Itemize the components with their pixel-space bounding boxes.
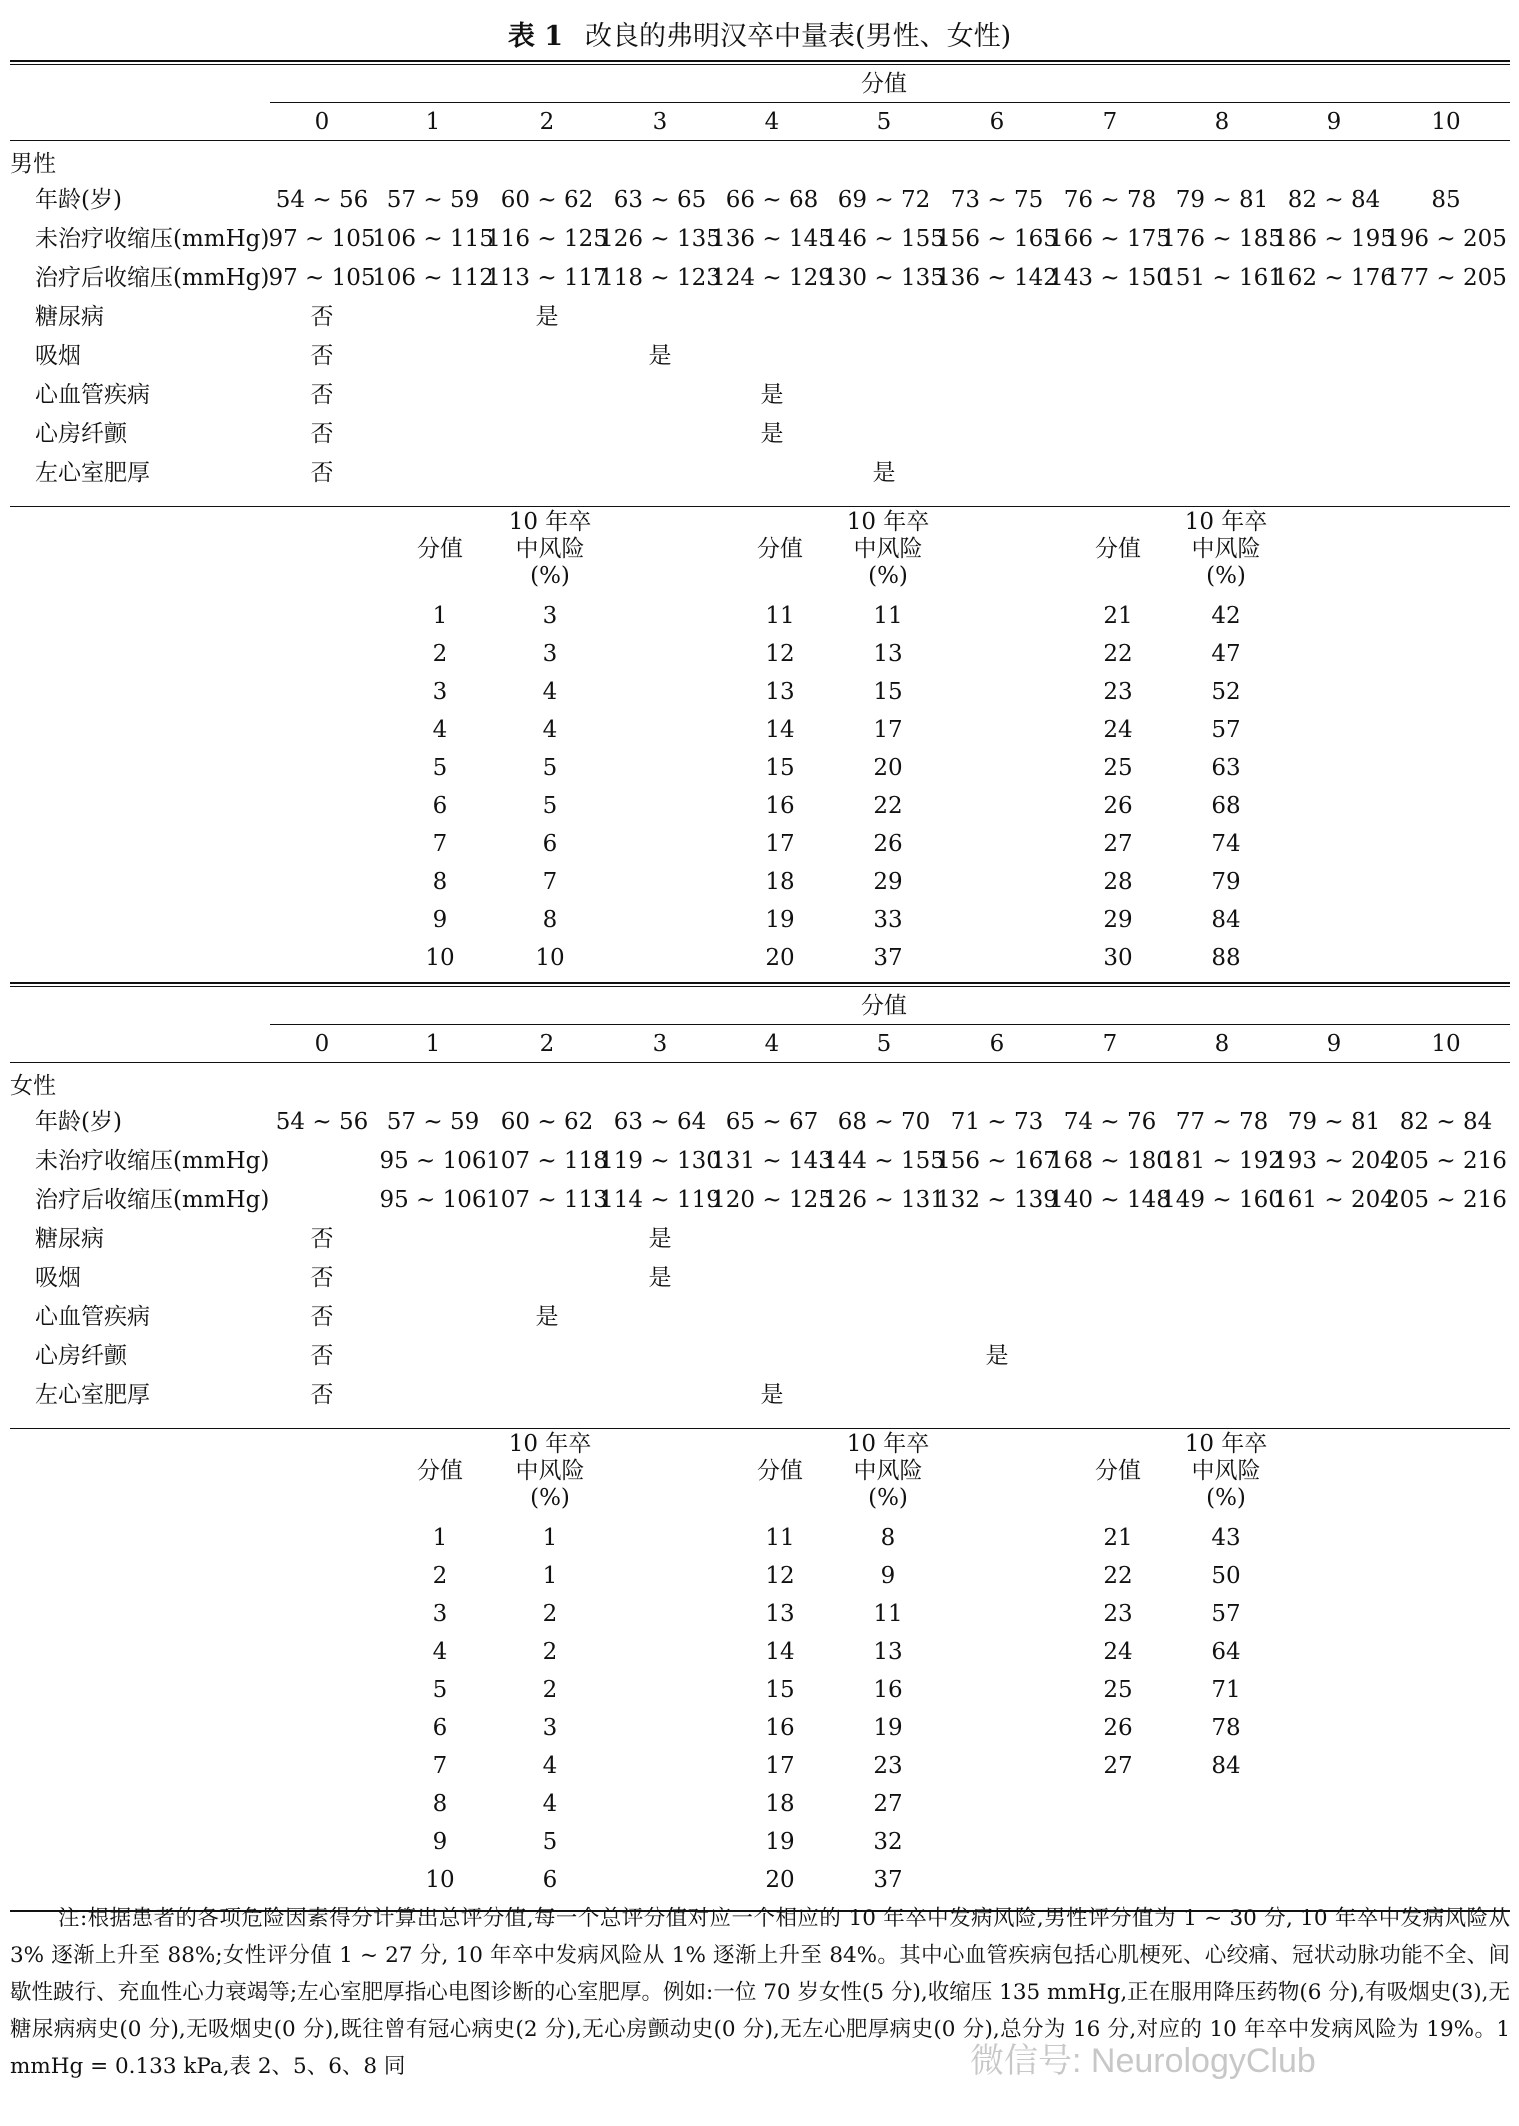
male-row-value: 73 ~ 75 bbox=[950, 187, 1044, 213]
female-risk-value: 57 bbox=[1211, 1601, 1241, 1627]
female-risk-value: 11 bbox=[873, 1601, 903, 1627]
watermark: 微信号: NeurologyClub bbox=[970, 2042, 1316, 2080]
male-risk-score: 1 bbox=[432, 603, 448, 629]
female-risk-pct-header: 中风险 bbox=[1191, 1458, 1261, 1484]
male-risk-score: 14 bbox=[765, 717, 795, 743]
male-risk-value: 57 bbox=[1211, 717, 1241, 743]
male-row-value: 60 ~ 62 bbox=[500, 187, 594, 213]
female-row-value: 144 ~ 155 bbox=[823, 1148, 945, 1174]
male-risk-score: 23 bbox=[1103, 679, 1133, 705]
female-risk-score-header: 分值 bbox=[757, 1458, 803, 1484]
male-risk-value: 5 bbox=[542, 793, 558, 819]
female-row-label: 吸烟 bbox=[35, 1265, 81, 1291]
female-risk-pct-header: 10 年卒 bbox=[1184, 1431, 1268, 1457]
female-risk-score-header: 分值 bbox=[417, 1458, 463, 1484]
female-risk-pct-header: 10 年卒 bbox=[846, 1431, 930, 1457]
female-row-value: 68 ~ 70 bbox=[837, 1109, 931, 1135]
female-row-label: 未治疗收缩压(mmHg) bbox=[35, 1148, 270, 1174]
female-row-value: 是 bbox=[760, 1382, 784, 1408]
male-row-value: 是 bbox=[760, 382, 784, 408]
male-row-value: 146 ~ 155 bbox=[823, 226, 945, 252]
female-risk-score: 22 bbox=[1103, 1563, 1133, 1589]
male-risk-value: 20 bbox=[873, 755, 903, 781]
male-row-value: 63 ~ 65 bbox=[613, 187, 707, 213]
female-row-value: 57 ~ 59 bbox=[386, 1109, 480, 1135]
male-risk-value: 68 bbox=[1211, 793, 1241, 819]
female-risk-pct-header: 10 年卒 bbox=[508, 1431, 592, 1457]
male-risk-value: 4 bbox=[542, 679, 558, 705]
female-row-value: 205 ~ 216 bbox=[1385, 1148, 1507, 1174]
female-risk-score: 26 bbox=[1103, 1715, 1133, 1741]
male-risk-score: 12 bbox=[765, 641, 795, 667]
male-risk-score: 24 bbox=[1103, 717, 1133, 743]
female-risk-score: 3 bbox=[432, 1601, 448, 1627]
female-risk-score: 17 bbox=[765, 1753, 795, 1779]
male-row-label: 心血管疾病 bbox=[35, 382, 150, 408]
male-risk-value: 29 bbox=[873, 869, 903, 895]
female-risk-value: 6 bbox=[542, 1867, 558, 1893]
male-risk-value: 11 bbox=[873, 603, 903, 629]
male-risk-score: 5 bbox=[432, 755, 448, 781]
male-risk-score: 30 bbox=[1103, 945, 1133, 971]
female-score-col: 5 bbox=[876, 1031, 892, 1057]
male-risk-score-header: 分值 bbox=[417, 536, 463, 562]
female-score-col: 7 bbox=[1102, 1031, 1118, 1057]
female-risk-score: 6 bbox=[432, 1715, 448, 1741]
female-score-header: 分值 bbox=[861, 993, 907, 1019]
female-risk-value: 16 bbox=[873, 1677, 903, 1703]
male-row-label: 治疗后收缩压(mmHg) bbox=[35, 265, 270, 291]
male-risk-value: 26 bbox=[873, 831, 903, 857]
female-score-col: 8 bbox=[1214, 1031, 1230, 1057]
male-row-value: 97 ~ 105 bbox=[268, 265, 376, 291]
female-row-value: 132 ~ 139 bbox=[936, 1187, 1058, 1213]
female-risk-rule bbox=[10, 1428, 1510, 1429]
female-risk-score: 24 bbox=[1103, 1639, 1133, 1665]
male-row-label: 糖尿病 bbox=[35, 304, 104, 330]
male-risk-value: 52 bbox=[1211, 679, 1241, 705]
male-row-value: 76 ~ 78 bbox=[1063, 187, 1157, 213]
male-risk-score: 26 bbox=[1103, 793, 1133, 819]
female-row-value: 114 ~ 119 bbox=[599, 1187, 721, 1213]
female-row-value: 否 bbox=[310, 1382, 334, 1408]
table-note: 注:根据患者的各项危险因素得分计算出总评分值,每一个总评分值对应一个相应的 10 年卒中发病风险,男性评分值为 1 ~ 30 分, 10 年卒中发病风险从 3% 逐渐上升至 88%;女性评分值 1 ~ 27 分, 10 年卒中发病风险从 1% 逐渐上升至 84%。其中心血管疾病包括心肌梗死、心绞痛、冠状动脉功能不全、间歇性跛行、充血性心力衰竭等;左心室肥厚指心电图诊断的心室肥厚。例如:一位 70 岁女性(5 分),收缩压 135 mmHg,正在服用降压药物(6 分),有吸烟史(3),无糖尿病病史(0 分),无吸烟史(0 分),既往曾有冠心病史(2 分),无心房颤动史(0 分),无左心肥厚病史(0 分),总分为 16 分,对应的 10 年卒中发病风险为 19%。1 mmHg = 0.133 kPa,表 2、5、6、8 同 bbox=[10, 1906, 1510, 2079]
female-risk-score: 9 bbox=[432, 1829, 448, 1855]
male-risk-score: 28 bbox=[1103, 869, 1133, 895]
male-risk-pct-header: 中风险 bbox=[1191, 536, 1261, 562]
male-row-value: 97 ~ 105 bbox=[268, 226, 376, 252]
female-score-col: 3 bbox=[652, 1031, 668, 1057]
male-row-value: 54 ~ 56 bbox=[275, 187, 369, 213]
female-risk-value: 32 bbox=[873, 1829, 903, 1855]
male-risk-score: 16 bbox=[765, 793, 795, 819]
male-risk-value: 3 bbox=[542, 641, 558, 667]
male-risk-score: 29 bbox=[1103, 907, 1133, 933]
male-risk-score: 4 bbox=[432, 717, 448, 743]
male-row-value: 136 ~ 142 bbox=[936, 265, 1058, 291]
male-row-value: 否 bbox=[310, 304, 334, 330]
male-score-col: 6 bbox=[989, 109, 1005, 135]
female-row-value: 77 ~ 78 bbox=[1175, 1109, 1269, 1135]
male-score-col: 2 bbox=[539, 109, 555, 135]
female-risk-score: 10 bbox=[425, 1867, 455, 1893]
female-row-value: 74 ~ 76 bbox=[1063, 1109, 1157, 1135]
male-row-value: 177 ~ 205 bbox=[1385, 265, 1507, 291]
male-risk-pct-header: (%) bbox=[530, 563, 570, 589]
male-risk-pct-header: (%) bbox=[1206, 563, 1246, 589]
female-row-value: 181 ~ 192 bbox=[1161, 1148, 1283, 1174]
female-row-value: 131 ~ 143 bbox=[711, 1148, 833, 1174]
table-title bbox=[0, 14, 1519, 53]
female-row-value: 107 ~ 118 bbox=[486, 1148, 608, 1174]
male-risk-value: 74 bbox=[1211, 831, 1241, 857]
female-risk-value: 8 bbox=[880, 1525, 896, 1551]
female-risk-value: 2 bbox=[542, 1677, 558, 1703]
male-row-value: 106 ~ 115 bbox=[372, 226, 494, 252]
male-row-value: 118 ~ 123 bbox=[599, 265, 721, 291]
male-risk-value: 84 bbox=[1211, 907, 1241, 933]
male-row-value: 196 ~ 205 bbox=[1385, 226, 1507, 252]
male-risk-score: 10 bbox=[425, 945, 455, 971]
male-risk-pct-header: 10 年卒 bbox=[846, 509, 930, 535]
male-row-value: 143 ~ 150 bbox=[1049, 265, 1171, 291]
male-risk-value: 47 bbox=[1211, 641, 1241, 667]
female-risk-score: 4 bbox=[432, 1639, 448, 1665]
male-risk-score: 3 bbox=[432, 679, 448, 705]
male-risk-value: 8 bbox=[542, 907, 558, 933]
female-risk-value: 2 bbox=[542, 1601, 558, 1627]
male-score-header: 分值 bbox=[861, 71, 907, 97]
male-row-value: 79 ~ 81 bbox=[1175, 187, 1269, 213]
male-risk-value: 10 bbox=[535, 945, 565, 971]
female-score-col: 4 bbox=[764, 1031, 780, 1057]
male-row-value: 否 bbox=[310, 343, 334, 369]
female-row-label: 心房纤颤 bbox=[35, 1343, 127, 1369]
female-risk-score: 11 bbox=[765, 1525, 795, 1551]
male-row-value: 186 ~ 195 bbox=[1273, 226, 1395, 252]
male-risk-score: 6 bbox=[432, 793, 448, 819]
female-risk-value: 27 bbox=[873, 1791, 903, 1817]
female-risk-score: 7 bbox=[432, 1753, 448, 1779]
female-risk-value: 71 bbox=[1211, 1677, 1241, 1703]
female-row-label: 糖尿病 bbox=[35, 1226, 104, 1252]
male-risk-score: 17 bbox=[765, 831, 795, 857]
male-row-value: 176 ~ 185 bbox=[1161, 226, 1283, 252]
female-row-value: 否 bbox=[310, 1265, 334, 1291]
female-row-value: 60 ~ 62 bbox=[500, 1109, 594, 1135]
male-row-value: 166 ~ 175 bbox=[1049, 226, 1171, 252]
female-risk-score: 27 bbox=[1103, 1753, 1133, 1779]
female-risk-value: 23 bbox=[873, 1753, 903, 1779]
female-risk-score: 14 bbox=[765, 1639, 795, 1665]
female-risk-value: 1 bbox=[542, 1563, 558, 1589]
table-number: 表 1 bbox=[507, 21, 564, 52]
female-row-value: 95 ~ 106 bbox=[379, 1148, 487, 1174]
male-row-value: 66 ~ 68 bbox=[725, 187, 819, 213]
female-row-value: 是 bbox=[648, 1265, 672, 1291]
male-row-value: 162 ~ 176 bbox=[1273, 265, 1395, 291]
female-row-value: 126 ~ 131 bbox=[823, 1187, 945, 1213]
female-row-value: 否 bbox=[310, 1226, 334, 1252]
female-risk-value: 43 bbox=[1211, 1525, 1241, 1551]
male-row-value: 136 ~ 145 bbox=[711, 226, 833, 252]
male-row-value: 130 ~ 135 bbox=[823, 265, 945, 291]
female-score-col: 2 bbox=[539, 1031, 555, 1057]
male-row-value: 57 ~ 59 bbox=[386, 187, 480, 213]
female-risk-pct-header: (%) bbox=[1206, 1485, 1246, 1511]
female-row-label: 心血管疾病 bbox=[35, 1304, 150, 1330]
male-risk-score: 7 bbox=[432, 831, 448, 857]
male-risk-score: 22 bbox=[1103, 641, 1133, 667]
female-risk-value: 1 bbox=[542, 1525, 558, 1551]
female-top-rule-inner bbox=[10, 986, 1510, 987]
female-row-label: 治疗后收缩压(mmHg) bbox=[35, 1187, 270, 1213]
male-row-value: 151 ~ 161 bbox=[1161, 265, 1283, 291]
male-row-value: 是 bbox=[535, 304, 559, 330]
female-score-col: 1 bbox=[425, 1031, 441, 1057]
male-risk-pct-header: 中风险 bbox=[515, 536, 585, 562]
male-risk-score: 18 bbox=[765, 869, 795, 895]
male-risk-value: 33 bbox=[873, 907, 903, 933]
female-risk-value: 84 bbox=[1211, 1753, 1241, 1779]
female-row-value: 119 ~ 130 bbox=[599, 1148, 721, 1174]
female-row-value: 107 ~ 113 bbox=[486, 1187, 608, 1213]
female-risk-pct-header: 中风险 bbox=[515, 1458, 585, 1484]
male-risk-score: 9 bbox=[432, 907, 448, 933]
female-row-value: 205 ~ 216 bbox=[1385, 1187, 1507, 1213]
male-row-label: 年龄(岁) bbox=[35, 187, 122, 213]
female-risk-value: 5 bbox=[542, 1829, 558, 1855]
male-risk-score: 25 bbox=[1103, 755, 1133, 781]
male-top-rule bbox=[10, 60, 1510, 62]
female-risk-score: 12 bbox=[765, 1563, 795, 1589]
female-row-label: 年龄(岁) bbox=[35, 1109, 122, 1135]
male-risk-score: 21 bbox=[1103, 603, 1133, 629]
male-row-value: 否 bbox=[310, 421, 334, 447]
male-risk-value: 3 bbox=[542, 603, 558, 629]
female-risk-pct-header: (%) bbox=[868, 1485, 908, 1511]
female-row-value: 95 ~ 106 bbox=[379, 1187, 487, 1213]
female-risk-score: 2 bbox=[432, 1563, 448, 1589]
female-row-label: 左心室肥厚 bbox=[35, 1382, 150, 1408]
female-group-label: 女性 bbox=[10, 1073, 56, 1099]
male-risk-value: 88 bbox=[1211, 945, 1241, 971]
male-row-value: 85 bbox=[1431, 187, 1461, 213]
male-risk-value: 13 bbox=[873, 641, 903, 667]
male-risk-value: 79 bbox=[1211, 869, 1241, 895]
male-row-value: 否 bbox=[310, 460, 334, 486]
male-row-label: 未治疗收缩压(mmHg) bbox=[35, 226, 270, 252]
male-risk-score-header: 分值 bbox=[1095, 536, 1141, 562]
female-risk-value: 19 bbox=[873, 1715, 903, 1741]
male-risk-value: 42 bbox=[1211, 603, 1241, 629]
male-score-col: 4 bbox=[764, 109, 780, 135]
male-risk-score: 20 bbox=[765, 945, 795, 971]
female-row-value: 否 bbox=[310, 1304, 334, 1330]
female-row-value: 168 ~ 180 bbox=[1049, 1148, 1171, 1174]
female-risk-value: 2 bbox=[542, 1639, 558, 1665]
female-row-value: 82 ~ 84 bbox=[1399, 1109, 1493, 1135]
female-risk-value: 3 bbox=[542, 1715, 558, 1741]
male-risk-score: 11 bbox=[765, 603, 795, 629]
male-risk-value: 4 bbox=[542, 717, 558, 743]
male-risk-value: 15 bbox=[873, 679, 903, 705]
male-score-col: 1 bbox=[425, 109, 441, 135]
male-risk-value: 17 bbox=[873, 717, 903, 743]
female-risk-value: 4 bbox=[542, 1791, 558, 1817]
male-row-value: 否 bbox=[310, 382, 334, 408]
male-row-value: 82 ~ 84 bbox=[1287, 187, 1381, 213]
male-score-col: 5 bbox=[876, 109, 892, 135]
male-risk-score-header: 分值 bbox=[757, 536, 803, 562]
female-row-value: 是 bbox=[985, 1343, 1009, 1369]
female-row-value: 63 ~ 64 bbox=[613, 1109, 707, 1135]
female-score-col: 9 bbox=[1326, 1031, 1342, 1057]
male-score-col: 3 bbox=[652, 109, 668, 135]
female-risk-value: 37 bbox=[873, 1867, 903, 1893]
male-top-rule-inner bbox=[10, 64, 1510, 65]
male-row-value: 69 ~ 72 bbox=[837, 187, 931, 213]
male-risk-value: 7 bbox=[542, 869, 558, 895]
male-score-col: 7 bbox=[1102, 109, 1118, 135]
male-risk-value: 63 bbox=[1211, 755, 1241, 781]
male-risk-value: 22 bbox=[873, 793, 903, 819]
male-row-value: 124 ~ 129 bbox=[711, 265, 833, 291]
female-risk-score: 15 bbox=[765, 1677, 795, 1703]
female-row-value: 54 ~ 56 bbox=[275, 1109, 369, 1135]
female-row-value: 是 bbox=[648, 1226, 672, 1252]
male-risk-score: 19 bbox=[765, 907, 795, 933]
male-risk-value: 6 bbox=[542, 831, 558, 857]
male-risk-pct-header: (%) bbox=[868, 563, 908, 589]
male-risk-score: 27 bbox=[1103, 831, 1133, 857]
female-header-rule bbox=[270, 1024, 1510, 1025]
female-row-value: 是 bbox=[535, 1304, 559, 1330]
male-row-value: 126 ~ 135 bbox=[599, 226, 721, 252]
female-risk-score: 19 bbox=[765, 1829, 795, 1855]
female-risk-value: 64 bbox=[1211, 1639, 1241, 1665]
male-risk-score: 13 bbox=[765, 679, 795, 705]
female-row-value: 120 ~ 125 bbox=[711, 1187, 833, 1213]
female-risk-score-header: 分值 bbox=[1095, 1458, 1141, 1484]
female-row-value: 否 bbox=[310, 1343, 334, 1369]
male-row-value: 是 bbox=[760, 421, 784, 447]
female-row-value: 65 ~ 67 bbox=[725, 1109, 819, 1135]
male-row-value: 106 ~ 112 bbox=[372, 265, 494, 291]
female-risk-score: 16 bbox=[765, 1715, 795, 1741]
female-risk-score: 13 bbox=[765, 1601, 795, 1627]
female-row-value: 193 ~ 204 bbox=[1273, 1148, 1395, 1174]
male-risk-pct-header: 10 年卒 bbox=[508, 509, 592, 535]
female-row-value: 79 ~ 81 bbox=[1287, 1109, 1381, 1135]
male-row-label: 吸烟 bbox=[35, 343, 81, 369]
female-risk-score: 8 bbox=[432, 1791, 448, 1817]
male-risk-rule bbox=[10, 506, 1510, 507]
female-risk-score: 5 bbox=[432, 1677, 448, 1703]
female-risk-pct-header: 中风险 bbox=[853, 1458, 923, 1484]
female-header-bottom-rule bbox=[10, 1062, 1510, 1063]
male-score-col: 0 bbox=[314, 109, 330, 135]
female-score-col: 0 bbox=[314, 1031, 330, 1057]
female-risk-score: 1 bbox=[432, 1525, 448, 1551]
female-row-value: 156 ~ 167 bbox=[936, 1148, 1058, 1174]
male-row-label: 心房纤颤 bbox=[35, 421, 127, 447]
table-caption: 改良的弗明汉卒中量表(男性、女性) bbox=[585, 21, 1012, 52]
male-risk-pct-header: 10 年卒 bbox=[1184, 509, 1268, 535]
female-top-rule bbox=[10, 982, 1510, 984]
male-score-col: 10 bbox=[1431, 109, 1461, 135]
male-risk-score: 2 bbox=[432, 641, 448, 667]
female-risk-pct-header: (%) bbox=[530, 1485, 570, 1511]
female-risk-score: 21 bbox=[1103, 1525, 1133, 1551]
female-risk-score: 23 bbox=[1103, 1601, 1133, 1627]
female-row-value: 140 ~ 148 bbox=[1049, 1187, 1171, 1213]
female-score-col: 6 bbox=[989, 1031, 1005, 1057]
female-row-value: 161 ~ 204 bbox=[1273, 1187, 1395, 1213]
male-risk-score: 15 bbox=[765, 755, 795, 781]
female-risk-value: 9 bbox=[880, 1563, 896, 1589]
male-risk-score: 8 bbox=[432, 869, 448, 895]
female-score-col: 10 bbox=[1431, 1031, 1461, 1057]
male-risk-pct-header: 中风险 bbox=[853, 536, 923, 562]
male-row-value: 156 ~ 165 bbox=[936, 226, 1058, 252]
male-risk-value: 37 bbox=[873, 945, 903, 971]
female-row-value: 149 ~ 160 bbox=[1161, 1187, 1283, 1213]
female-risk-value: 78 bbox=[1211, 1715, 1241, 1741]
male-row-value: 116 ~ 125 bbox=[486, 226, 608, 252]
female-risk-score: 18 bbox=[765, 1791, 795, 1817]
male-group-label: 男性 bbox=[10, 151, 56, 177]
female-risk-score: 25 bbox=[1103, 1677, 1133, 1703]
male-header-bottom-rule bbox=[10, 140, 1510, 141]
female-row-value: 71 ~ 73 bbox=[950, 1109, 1044, 1135]
male-risk-value: 5 bbox=[542, 755, 558, 781]
male-row-label: 左心室肥厚 bbox=[35, 460, 150, 486]
female-risk-value: 50 bbox=[1211, 1563, 1241, 1589]
female-risk-value: 4 bbox=[542, 1753, 558, 1779]
female-risk-score: 20 bbox=[765, 1867, 795, 1893]
male-score-col: 9 bbox=[1326, 109, 1342, 135]
male-row-value: 是 bbox=[872, 460, 896, 486]
male-header-rule bbox=[270, 102, 1510, 103]
female-risk-value: 13 bbox=[873, 1639, 903, 1665]
male-row-value: 113 ~ 117 bbox=[486, 265, 608, 291]
male-score-col: 8 bbox=[1214, 109, 1230, 135]
male-row-value: 是 bbox=[648, 343, 672, 369]
